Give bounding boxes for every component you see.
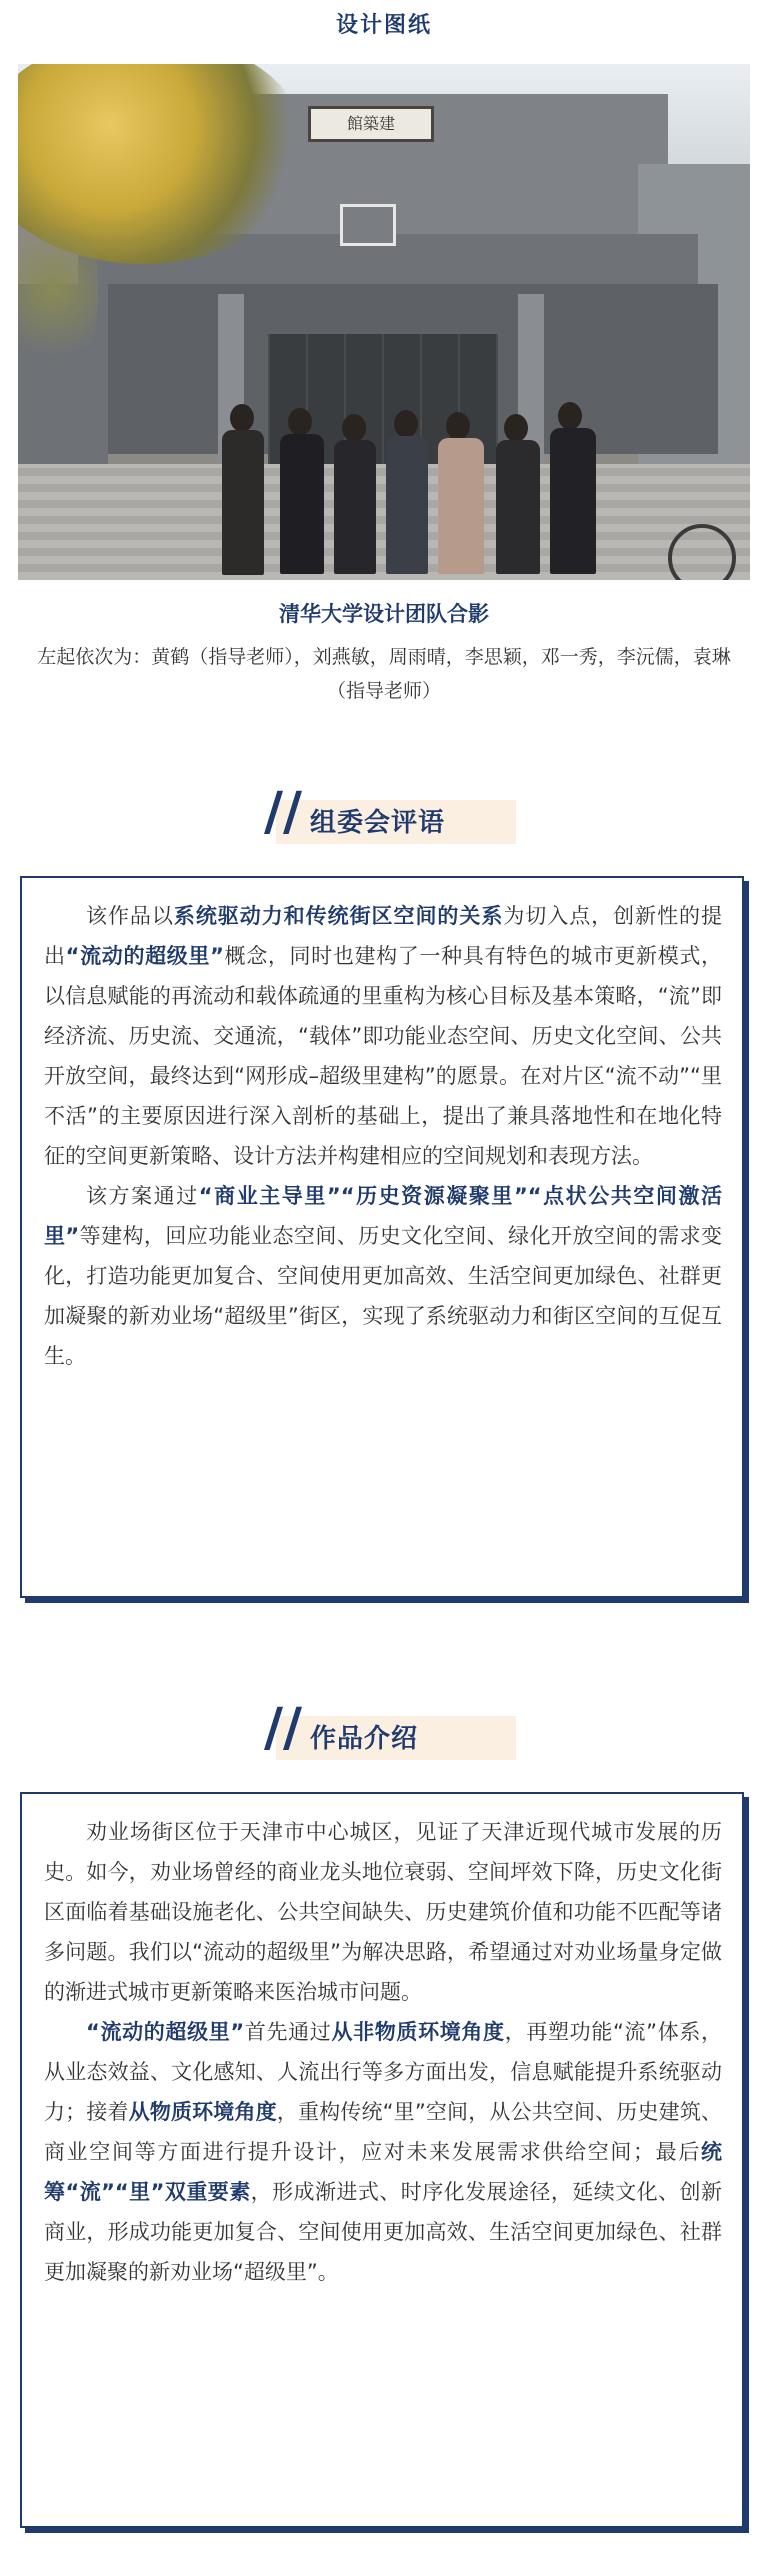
highlight-text: “流动的超级里” (86, 2020, 245, 2044)
highlight-text: 统筹“流”“里”双重要素 (44, 2140, 722, 2204)
text: 概念，同时也建构了一种具有特色的城市更新模式，以信息赋能的再流动和载体疏通的里重构为核心目标及基本策略，“流”即经济流、历史流、交通流，“载体”即功能业态空间、历史文化空间、公共开放空间，最终达到“网形成–超级里建构”的愿景。在对片区“流不动”“里不活”的主要原因进行深入剖析的基础上，提出了兼具落地性和在地化特征的空间更新策略、设计方法并构建相应的空间规划和表现方法。 (44, 944, 723, 1168)
person (334, 440, 376, 574)
building-logo-icon (340, 204, 396, 246)
text: 首先通过 (244, 2020, 332, 2044)
photo-caption-text: 左起依次为：黄鹤（指导老师），刘燕敏，周雨晴，李思颖，邓一秀，李沅儒，袁琳（指导老师） (37, 646, 731, 702)
section-header-jury (250, 781, 530, 848)
photo-caption-title: 清华大学设计团队合影 (279, 602, 489, 626)
slash-icon: // (264, 781, 302, 842)
text: 等建构，回应功能业态空间、历史文化空间、绿化开放空间的需求变化，打造功能更加复合、空间使用更加高效、生活空间更加绿色、社群更加凝聚的新劝业场“超级里”街区，实现了系统驱动力和街区空间的互促互生。 (44, 1224, 722, 1368)
building-plaque: 館築建 (308, 106, 434, 142)
project-intro-box (20, 1792, 744, 2528)
person-head (230, 404, 254, 432)
slash-icon: // (264, 1697, 302, 1758)
text: 该作品以 (86, 904, 174, 928)
person (222, 430, 264, 575)
text: ，再塑功能“流”体系，从业态效益、文化感知、人流出行等多方面出发，信息赋能提升系统驱动力；接着 (44, 2020, 723, 2124)
highlight-text: 从非物质环境角度 (331, 2020, 505, 2044)
person-head (504, 414, 528, 442)
person (550, 428, 596, 574)
intro-paragraph-2 (44, 2012, 722, 2292)
intro-paragraph-1: 劝业场街区位于天津市中心城区，见证了天津近现代城市发展的历史。如今，劝业场曾经的商业龙头地位衰弱、空间坪效下降，历史文化街区面临着基础设施老化、公共空间缺失、历史建筑价值和功能不匹配等诸多问题。我们以“流动的超级里”为解决思路，希望通过对劝业场量身定做的渐进式城市更新策略来医治城市问题。 (44, 1820, 722, 2004)
page-title: 设计图纸 (335, 13, 432, 38)
jury-paragraph-1 (44, 896, 722, 1176)
person (438, 438, 484, 574)
section-title: 作品介绍 (310, 1724, 419, 1754)
section-title: 组委会评语 (310, 808, 446, 838)
section-header-intro (250, 1697, 530, 1764)
person (496, 440, 540, 574)
person-head (558, 402, 582, 430)
text: 该方案通过 (86, 1184, 199, 1208)
text: ，重构传统“里”空间，从公共空间、历史建筑、商业空间等方面进行提升设计，应对未来发展需求供给空间；最后 (44, 2100, 723, 2164)
person (386, 436, 428, 574)
highlight-text: 从物质环境角度 (128, 2100, 277, 2124)
person-head (288, 408, 312, 436)
person-head (394, 410, 418, 438)
text: ，形成渐进式、时序化发展途径，延续文化、创新商业，形成功能更加复合、空间使用更加高效、生活空间更加绿色、社群更加凝聚的新劝业场“超级里”。 (44, 2180, 722, 2284)
person-head (446, 412, 470, 440)
highlight-text: “流动的超级里” (65, 944, 224, 968)
person-head (342, 414, 366, 442)
person (280, 434, 324, 574)
photo-steps (18, 464, 750, 580)
highlight-text: 系统驱动力和传统街区空间的关系 (173, 904, 504, 928)
team-photo (18, 64, 750, 580)
jury-comment-box (20, 876, 744, 1598)
text: 为切入点，创新性的提出 (44, 904, 723, 968)
jury-paragraph-2 (44, 1176, 722, 1376)
highlight-text: “商业主导里”“历史资源凝聚里”“点状公共空间激活里” (44, 1184, 722, 1248)
photo-tree (18, 204, 98, 374)
